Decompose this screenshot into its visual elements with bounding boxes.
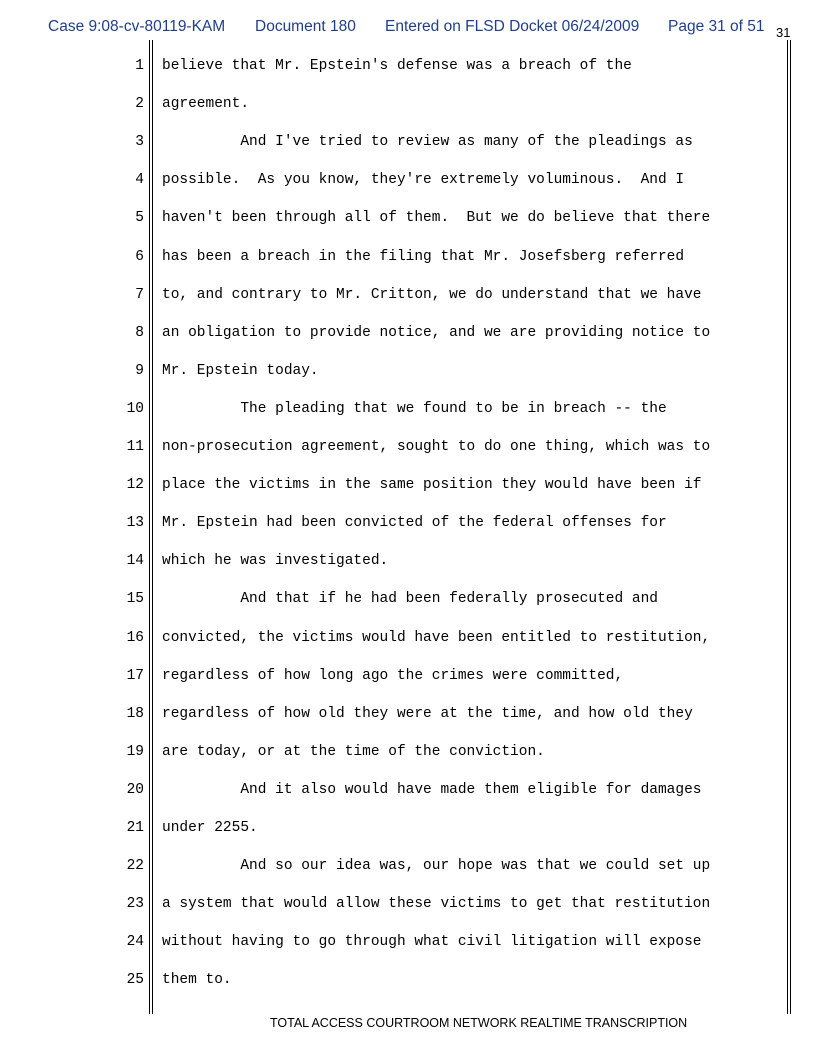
line-number: 5 xyxy=(135,210,144,227)
line-number: 20 xyxy=(126,781,144,798)
line-number: 1 xyxy=(135,58,144,74)
transcript-line xyxy=(0,668,816,688)
line-number: 25 xyxy=(126,972,144,989)
line-text: place the victims in the same position they would have been if xyxy=(162,477,702,494)
page-number: 31 xyxy=(776,25,791,40)
line-number: 24 xyxy=(126,934,144,951)
line-text: regardless of how long ago the crimes were committed, xyxy=(162,667,624,684)
line-text: And I've tried to review as many of the pleadings as xyxy=(162,134,693,151)
transcript-line xyxy=(0,477,816,497)
line-text: convicted, the victims would have been entitled to restitution, xyxy=(162,629,711,646)
line-number: 3 xyxy=(135,134,144,151)
line-number: 11 xyxy=(126,439,144,455)
line-text: non-prosecution agreement, sought to do one thing, which was to xyxy=(162,439,711,455)
line-number: 21 xyxy=(126,820,144,836)
line-number: 9 xyxy=(135,362,144,379)
line-text: without having to go through what civil litigation will expose xyxy=(162,934,702,951)
line-text: And it also would have made them eligible for damages xyxy=(162,781,702,798)
transcript-line xyxy=(0,553,816,573)
transcript-line xyxy=(0,782,816,802)
line-number: 15 xyxy=(126,591,144,608)
line-number: 6 xyxy=(135,248,144,265)
line-number: 18 xyxy=(126,705,144,722)
transcript-line xyxy=(0,363,816,383)
line-text: a system that would allow these victims to get that restitution xyxy=(162,896,711,913)
line-text: agreement. xyxy=(162,96,250,113)
line-text: has been a breach in the filing that Mr. Josefsberg referred xyxy=(162,248,685,265)
transcript-line xyxy=(0,744,816,764)
line-text: And so our idea was, our hope was that we could set up xyxy=(162,858,711,875)
line-number: 8 xyxy=(135,324,144,341)
line-text: And that if he had been federally prosecuted and xyxy=(162,591,658,608)
transcript-line xyxy=(0,439,816,459)
page-count: Page 31 of 51 xyxy=(668,18,765,35)
line-number: 13 xyxy=(126,515,144,532)
line-text: them to. xyxy=(162,972,232,989)
line-number: 16 xyxy=(126,629,144,646)
line-text: an obligation to provide notice, and we are providing notice to xyxy=(162,324,711,341)
line-number: 14 xyxy=(126,553,144,570)
line-number: 12 xyxy=(126,477,144,494)
line-text: which he was investigated. xyxy=(162,553,389,570)
transcript-line xyxy=(0,287,816,307)
transcript-line xyxy=(0,972,816,992)
transcript-line xyxy=(0,325,816,345)
transcript-line xyxy=(0,96,816,116)
transcript-line xyxy=(0,820,816,840)
transcript-line xyxy=(0,515,816,535)
line-number: 4 xyxy=(135,172,144,189)
footer-text: TOTAL ACCESS COURTROOM NETWORK REALTIME TRANSCRIPTION xyxy=(270,1016,688,1030)
line-text: regardless of how old they were at the time, and how old they xyxy=(162,705,693,722)
transcript-line xyxy=(0,858,816,878)
line-number: 2 xyxy=(135,96,144,113)
transcript-line xyxy=(0,401,816,421)
transcript-line xyxy=(0,706,816,726)
line-number: 19 xyxy=(126,743,144,760)
line-number: 17 xyxy=(126,667,144,684)
line-text: Mr. Epstein today. xyxy=(162,362,319,379)
docket-entry-date: Entered on FLSD Docket 06/24/2009 xyxy=(385,18,640,35)
line-text: The pleading that we found to be in breach -- the xyxy=(162,400,667,417)
line-number: 7 xyxy=(135,286,144,303)
document-number: Document 180 xyxy=(255,18,356,35)
line-number: 10 xyxy=(126,400,144,417)
transcript-line xyxy=(0,58,816,78)
transcript-line xyxy=(0,249,816,269)
line-text: under 2255. xyxy=(162,820,258,836)
line-text: believe that Mr. Epstein's defense was a breach of the xyxy=(162,58,632,74)
transcript-line xyxy=(0,172,816,192)
line-text: are today, or at the time of the conviction. xyxy=(162,743,545,760)
transcript-line xyxy=(0,934,816,954)
line-text: Mr. Epstein had been convicted of the federal offenses for xyxy=(162,515,667,532)
transcript-line xyxy=(0,896,816,916)
transcript-line xyxy=(0,210,816,230)
line-number: 23 xyxy=(126,896,144,913)
transcript-line xyxy=(0,630,816,650)
line-text: to, and contrary to Mr. Critton, we do understand that we have xyxy=(162,286,702,303)
line-text: haven't been through all of them. But we do believe that there xyxy=(162,210,711,227)
line-number: 22 xyxy=(126,858,144,875)
transcript-line xyxy=(0,591,816,611)
case-number: Case 9:08-cv-80119-KAM xyxy=(48,18,226,35)
transcript-line xyxy=(0,134,816,154)
line-text: possible. As you know, they're extremely voluminous. And I xyxy=(162,172,685,189)
